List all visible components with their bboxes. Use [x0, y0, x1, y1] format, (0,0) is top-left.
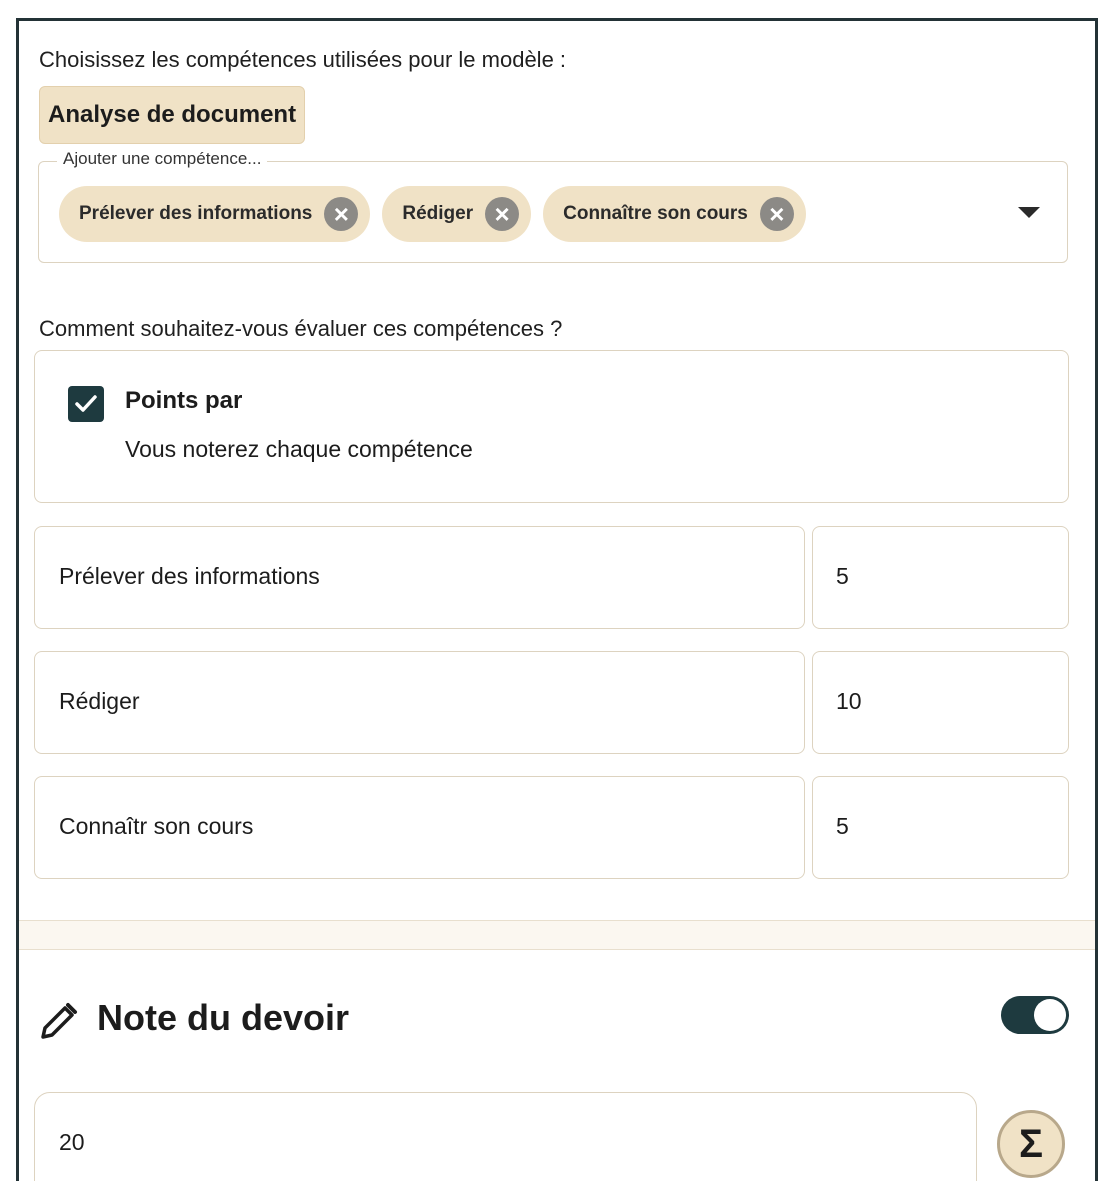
- grade-value: 20: [59, 1129, 85, 1155]
- points-row-label: Connaîtr son cours: [59, 813, 254, 839]
- caret-down-icon[interactable]: [1018, 207, 1040, 218]
- skills-prompt: Choisissez les compétences utilisées pour le modèle :: [39, 47, 567, 72]
- add-skill-legend: Ajouter une compétence...: [57, 149, 267, 169]
- grade-toggle[interactable]: [1001, 996, 1069, 1034]
- skill-tag-label: Rédiger: [402, 203, 474, 224]
- sigma-icon: Σ: [1018, 1121, 1043, 1166]
- toggle-knob: [1034, 999, 1066, 1031]
- points-row-label: Prélever des informations: [59, 563, 320, 589]
- close-circle-icon[interactable]: ×: [485, 197, 519, 231]
- grade-title: Note du devoir: [97, 997, 350, 1038]
- points-row-value-input[interactable]: [812, 776, 1069, 879]
- pencil-icon: [39, 1001, 79, 1041]
- points-row-value: 5: [836, 563, 849, 589]
- close-circle-icon[interactable]: ×: [324, 197, 358, 231]
- close-circle-icon[interactable]: ×: [760, 197, 794, 231]
- points-row-value-input[interactable]: [812, 526, 1069, 629]
- option-title: Points par: [125, 387, 243, 414]
- skill-tag[interactable]: [543, 186, 806, 242]
- skill-tag[interactable]: [59, 186, 370, 242]
- checkmark-icon: [72, 390, 100, 418]
- points-row-value: 5: [836, 813, 849, 839]
- points-row-label: Rédiger: [59, 688, 140, 714]
- evaluation-question: Comment souhaitez-vous évaluer ces compétences ?: [39, 316, 563, 341]
- evaluation-option-card[interactable]: [34, 350, 1069, 503]
- skill-tag-label: Connaître son cours: [563, 203, 748, 224]
- competences-panel: [16, 18, 1098, 1181]
- skill-tag-label: Prélever des informations: [79, 203, 313, 224]
- skill-tags: [59, 186, 806, 242]
- section-divider: [19, 920, 1095, 950]
- model-chip[interactable]: Analyse de document: [39, 86, 305, 144]
- grade-value-input[interactable]: [34, 1092, 977, 1181]
- option-description: Vous noterez chaque compétence: [125, 436, 473, 462]
- points-row-value: 10: [836, 688, 862, 714]
- points-row-label-field[interactable]: [34, 651, 805, 754]
- points-par-checkbox[interactable]: [68, 386, 104, 422]
- sum-button[interactable]: [997, 1110, 1065, 1178]
- skill-tag[interactable]: [382, 186, 531, 242]
